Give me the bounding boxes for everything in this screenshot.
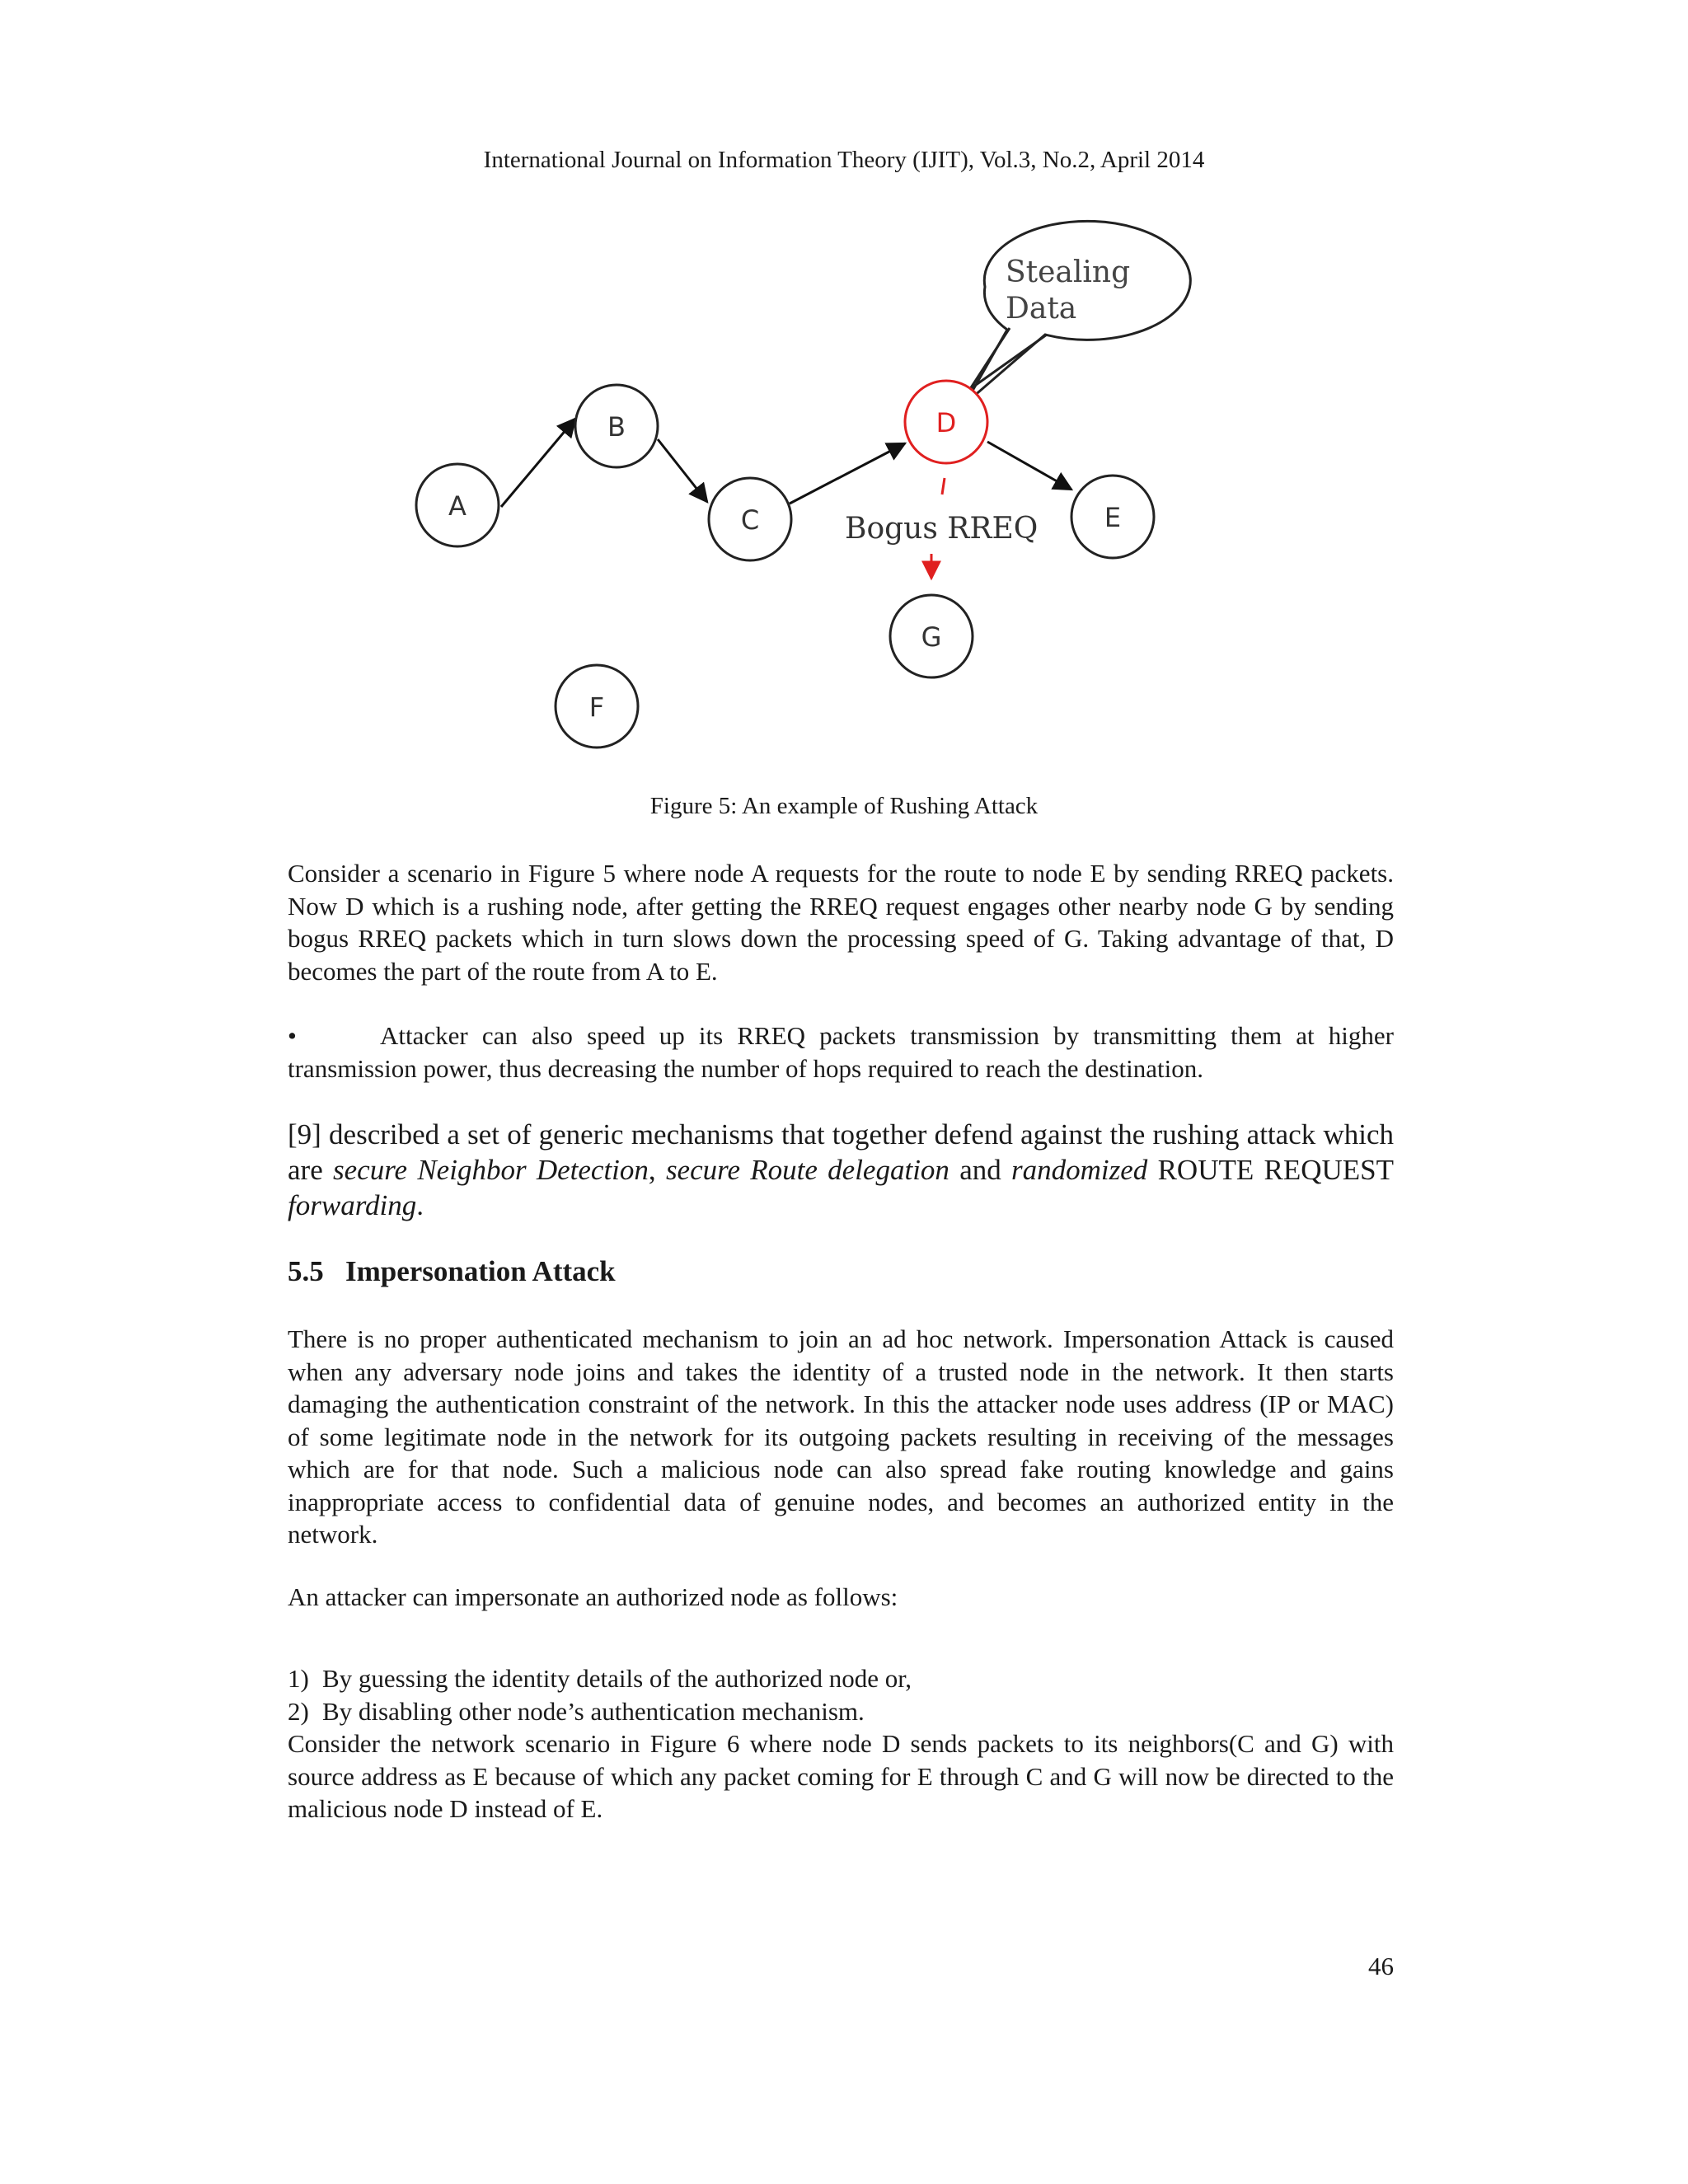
node-e-label: E [1104,502,1122,533]
paragraph-impersonate-intro: An attacker can impersonate an authorized node as follows: [288,1582,898,1611]
list-item-number: 1) [288,1664,309,1693]
paragraph-figure6-scenario: Consider the network scenario in Figure 6 where node D sends packets to its neighbors(C and G) with source address as E because of which any packet coming for E through C and G will now be directed to the malicious node D instead of E. [288,1729,1394,1823]
bullet-icon: • [288,1021,297,1050]
bogus-tick [942,478,945,494]
bullet-item [288,1019,1394,1085]
bullet-text: Attacker can also speed up its RREQ packets transmission by transmitting them at higher transmission power, thus decreasing the number of hops required to reach the destination. [288,1021,1394,1083]
bubble-text-line1: Stealing [1006,255,1131,289]
node-a-label: A [448,490,467,522]
bubble-text-line2: Data [1006,292,1077,326]
list-item [288,1695,1394,1728]
separator-2: and [949,1154,1012,1186]
term-randomized: randomized [1011,1154,1148,1186]
node-f-label: F [588,691,605,723]
node-g-label: G [921,621,942,653]
node-b-label: B [607,411,626,443]
term-route-delegation: secure Route delegation [665,1154,950,1186]
paragraph-impersonation: There is no proper authenticated mechanism to join an ad hoc network. Impersonation Attack is caused when any adversary node joins and takes the identity of a trusted node in the network. It then starts damaging the authentication constraint of the network. In this the attacker node uses address (IP or MAC) of some legitimate node in the network for its outgoing packets resulting in receiving of the messages which are for that node. Such a malicious node can also spread fake routing knowledge and gains inappropriate access to confidential data of genuine nodes, and becomes an authorized entity in the network. [288,1324,1394,1549]
separator-1: , [648,1154,666,1186]
node-d-label: D [935,407,957,438]
figure-caption: Figure 5: An example of Rushing Attack [649,793,1039,819]
edge-c-d [790,443,905,504]
defense-end: . [416,1189,424,1221]
edge-d-e [987,442,1071,490]
list-item [288,1662,1394,1695]
term-neighbor-detection: secure Neighbor Detection [333,1154,649,1186]
route-request-text: ROUTE REQUEST [1147,1154,1395,1186]
edge-b-c [658,439,707,502]
list-item-number: 2) [288,1696,309,1726]
page-number: 46 [1368,1952,1394,1980]
node-c-label: C [740,504,760,536]
section-heading [288,1255,616,1288]
section-title: Impersonation Attack [345,1255,616,1287]
defense-lead: [9] described a set of generic mechanisms that together defend against the rushing attack which are [288,1118,1394,1186]
term-forwarding: forwarding [288,1189,417,1221]
edge-a-b [501,419,575,507]
paragraph-defense-mechanisms [288,1117,1394,1223]
list-item-text: By disabling other node’s authentication mechanism. [322,1696,865,1726]
list-item-text: By guessing the identity details of the authorized node or, [322,1664,912,1693]
paragraph-rushing-scenario: Consider a scenario in Figure 5 where node A requests for the route to node E by sending RREQ packets. Now D which is a rushing node, after getting the RREQ request engages other nearby node G by sending bogus RREQ packets which in turn slows down the processing speed of G. Taking advantage of that, D becomes the part of the route from A to E. [288,859,1394,986]
running-header: International Journal on Information Theory (IJIT), Vol.3, No.2, April 2014 [483,147,1205,173]
bogus-rreq-label: Bogus RREQ [845,512,1039,546]
section-number: 5.5 [288,1255,324,1287]
impersonation-methods-list [288,1662,1394,1727]
rushing-attack-figure [396,214,1220,775]
network-diagram [396,214,1220,775]
